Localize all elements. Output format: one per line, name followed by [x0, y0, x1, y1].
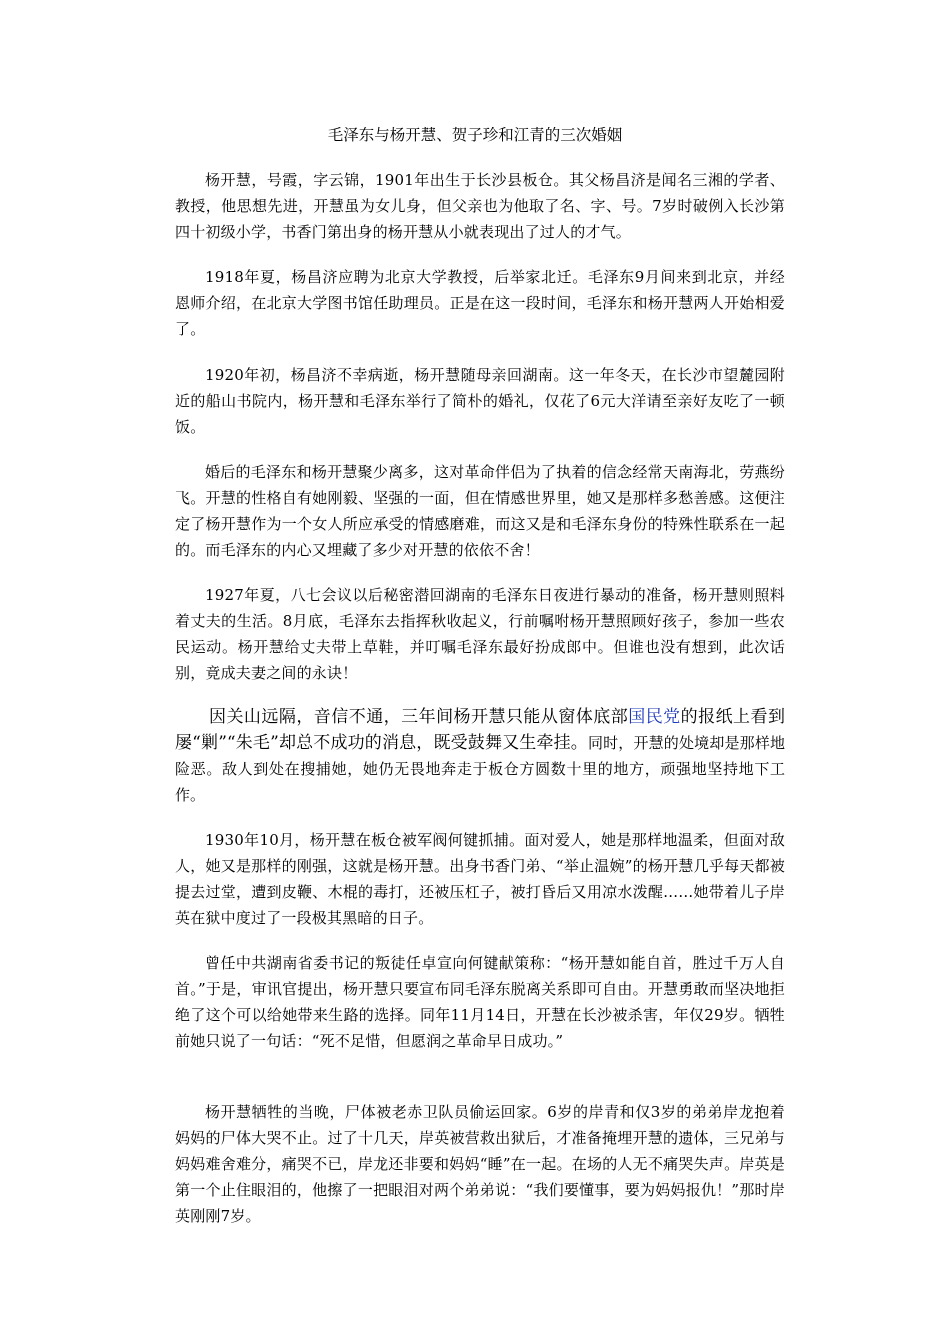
kmt-link[interactable]: 国民党 [628, 707, 681, 727]
document-title: 毛泽东与杨开慧、贺子珍和江青的三次婚姻 [327, 126, 623, 144]
paragraph-3: 1920年初，杨昌济不幸病逝，杨开慧随母亲回湖南。这一年冬天，在长沙市望麓园附近的船山书院内，杨开慧和毛泽东举行了简朴的婚礼，仅花了6元大洋请至亲好友吃了一顿饭。 [175, 366, 785, 436]
paragraph-2: 1918年夏，杨昌济应聘为北京大学教授，后举家北迁。毛泽东9月间来到北京，并经恩师介绍，在北京大学图书馆任助理员。正是在这一段时间，毛泽东和杨开慧两人开始相爱了。 [175, 268, 785, 338]
paragraph-4: 婚后的毛泽东和杨开慧聚少离多，这对革命伴侣为了执着的信念经常天南海北，劳燕纷飞。开慧的性格自有她刚毅、坚强的一面，但在情感世界里，她又是那样多愁善感。这便注定了杨开慧作为一个女人所应承受的情感磨难，而这又是和毛泽东身份的特殊性联系在一起的。而毛泽东的内心又埋藏了多少对开慧的依依不舍！ [175, 463, 785, 559]
paragraph-1: 杨开慧，号霞，字云锦，1901年出生于长沙县板仓。其父杨昌济是闻名三湘的学者、教授，他思想先进，开慧虽为女儿身，但父亲也为他取了名、字、号。7岁时破例入长沙第四十初级小学，书香门第出身的杨开慧从小就表现出了过人的才气。 [175, 171, 785, 241]
paragraph-5: 1927年夏，八七会议以后秘密潜回湖南的毛泽东日夜进行暴动的准备，杨开慧则照料着丈夫的生活。8月底，毛泽东去指挥秋收起义，行前嘱咐杨开慧照顾好孩子，参加一些农民运动。杨开慧给丈夫带上草鞋，并叮嘱毛泽东最好扮成郎中。但谁也没有想到，此次话别，竟成夫妻之间的永诀！ [175, 586, 785, 682]
paragraph-9: 杨开慧牺牲的当晚，尸体被老赤卫队员偷运回家。6岁的岸青和仅3岁的弟弟岸龙抱着妈妈的尸体大哭不止。过了十几天，岸英被营救出狱后，才准备掩埋开慧的遗体，三兄弟与妈妈难舍难分，痛哭不已，岸龙还非要和妈妈“睡”在一起。在场的人无不痛哭失声。岸英是第一个止住眼泪的，他擦了一把眼泪对两个弟弟说：“我们要懂事，要为妈妈报仇！”那时岸英刚刚7岁。 [175, 1103, 785, 1225]
paragraph-6-text-b: 的报纸上看到屡“剿”“朱毛”却总不成功的消息，既受鼓舞又生牵挂。 [175, 707, 785, 753]
paragraph-6-text-c: 同时，开慧的处境却是那样地险恶。敌人到处在搜捕她，她仍无畏地奔走于板仓方圆数十里的地方，顽强地坚持地下工作。 [175, 734, 785, 804]
paragraph-6 [175, 704, 785, 808]
paragraph-6-text-a: 因关山远隔，音信不通，三年间杨开慧只能从窗体底部 [209, 707, 629, 727]
paragraph-7: 1930年10月，杨开慧在板仓被军阀何键抓捕。面对爱人，她是那样地温柔，但面对敌人，她又是那样的刚强，这就是杨开慧。出身书香门弟、“举止温婉”的杨开慧几乎每天都被提去过堂，遭到皮鞭、木棍的毒打，还被压杠子，被打昏后又用凉水泼醒……她带着儿子岸英在狱中度过了一段极其黑暗的日子。 [175, 831, 785, 927]
paragraph-8: 曾任中共湖南省委书记的叛徒任卓宣向何键献策称：“杨开慧如能自首，胜过千万人自首。”于是，审讯官提出，杨开慧只要宣布同毛泽东脱离关系即可自由。开慧勇敢而坚决地拒绝了这个可以给她带来生路的选择。同年11月14日，开慧在长沙被杀害，年仅29岁。牺牲前她只说了一句话：“死不足惜，但愿润之革命早日成功。” [175, 954, 785, 1050]
